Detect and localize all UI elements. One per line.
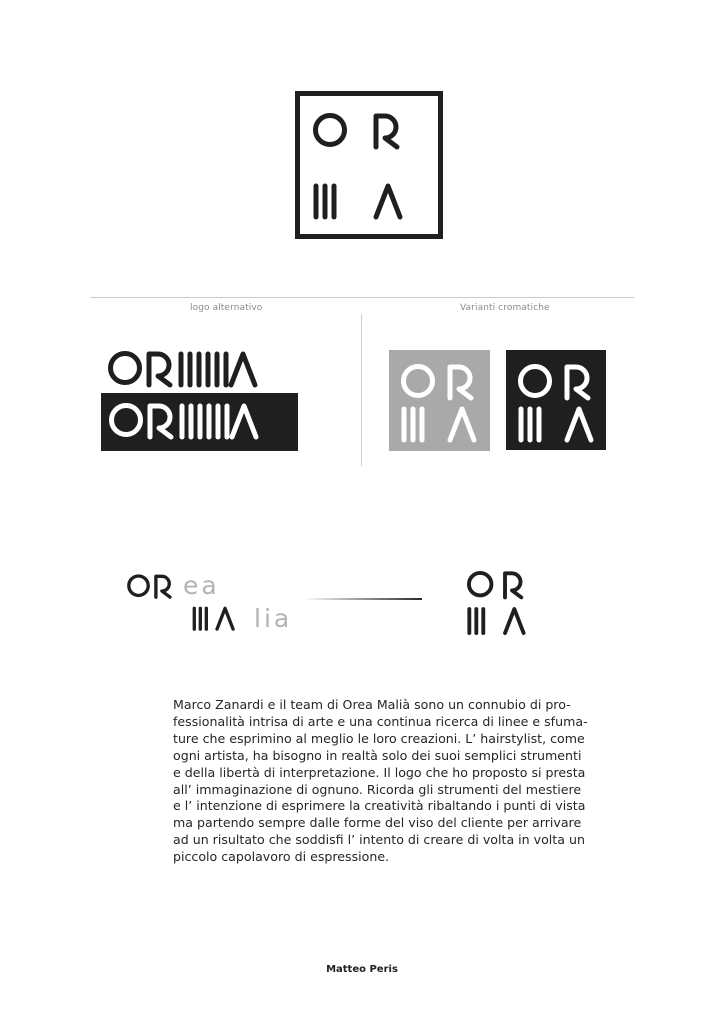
description-line: Marco Zanardi e il team di Orea Malià sono un connubio di pro- xyxy=(173,697,571,712)
caption-color-variants: Varianti cromatiche xyxy=(460,303,550,313)
description-line: piccolo capolavoro di espressione. xyxy=(173,849,390,865)
description-line: ogni artista, ha bisogno in realtà solo dei suoi semplici strumenti xyxy=(173,747,582,763)
alt-logo-horizontal xyxy=(108,349,294,389)
column-divider xyxy=(361,314,362,466)
description-line: e l’ intenzione di esprimere la creatività ribaltando i punti di vista xyxy=(173,798,586,814)
description-line: ture che esprimino al meglio le loro creazioni. L’ hairstylist, come xyxy=(173,730,585,746)
transition-line xyxy=(304,598,422,600)
wordmark-logo-or xyxy=(127,573,183,599)
caption-alt-logo: logo alternativo xyxy=(190,303,263,313)
wordmark-extension-ea: ea xyxy=(183,571,220,600)
logo-variant-black xyxy=(506,350,606,450)
main-logo-square xyxy=(295,91,443,239)
section-divider xyxy=(90,297,634,298)
description-paragraph xyxy=(173,697,588,866)
description-line: ma partendo sempre dalle forme del viso del cliente per arrivare xyxy=(173,815,582,831)
logo-variant-grey xyxy=(389,350,490,451)
alt-logo-horizontal-inverted xyxy=(101,393,298,451)
description-line: all’ immaginazione di ognuno. Ricorda gli strumenti del mestiere xyxy=(173,781,582,797)
description-line: fessionalità intrisa di arte e una continua ricerca di linee e sfuma- xyxy=(173,713,588,729)
description-line: e della libertà di interpretazione. Il logo che ho proposto si presta xyxy=(173,764,586,780)
compact-logo xyxy=(467,571,531,635)
wordmark-logo-ma xyxy=(190,605,254,631)
author-name: Matteo Peris xyxy=(326,964,398,975)
wordmark-extension-lia: lia xyxy=(254,604,293,633)
description-line: ad un risultato che soddisfi l’ intento di creare di volta in volta un xyxy=(173,832,585,848)
